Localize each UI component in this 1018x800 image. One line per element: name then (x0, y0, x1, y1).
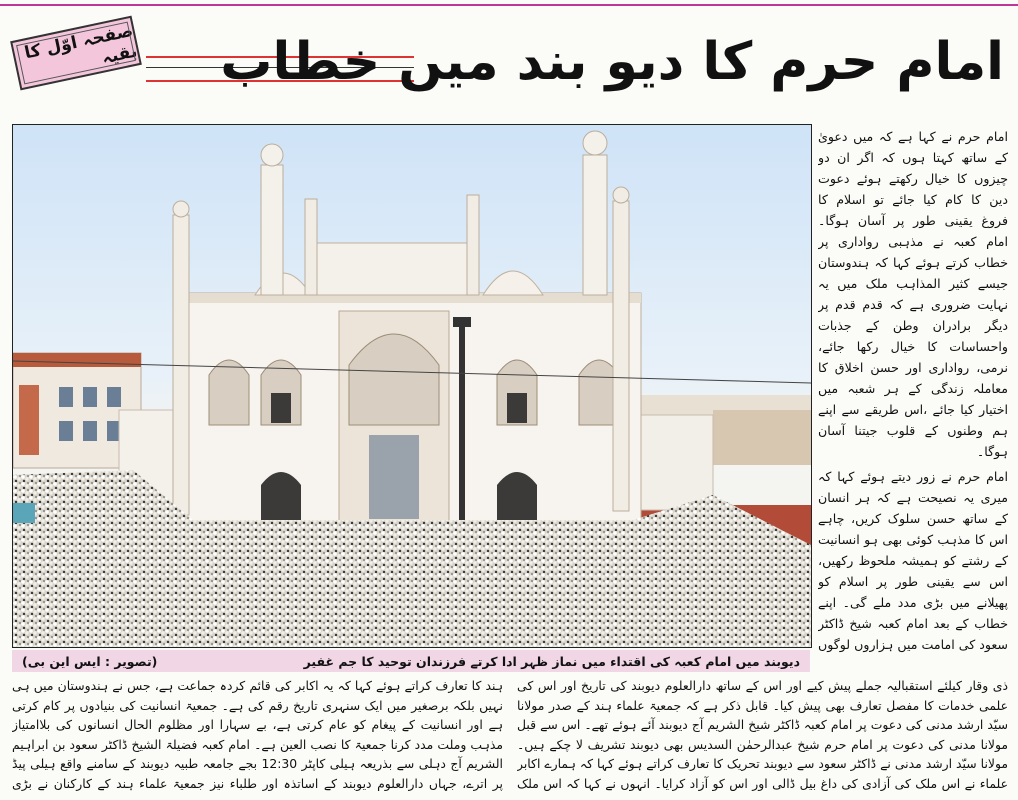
bottom-column-right: ذی وقار کیلئے استقبالیہ جملے پیش کیے اور اس کے ساتھ دارالعلوم دیوبند کی تاریخ اور اس کی علمی خدمات کا مفصل تعارف بھی پیش کیا۔ قابل ذکر ہے کہ جمعیۃ علماء ہند کے صدر مولانا سیّد ارشد مدنی کی دعوت پر امام کعبہ ڈاکٹر شیخ الشریم آج دیوبند آئے ہوئے تھے۔ اس سے قبل مولانا مدنی کی دعوت پر امام حرم شیخ عبدالرحمٰن السدیس بھی دیوبند تشریف لا چکے ہیں۔ مولانا سیّد ارشد مدنی نے ڈاکٹر سعود سے دیوبند تحریک کا تعارف کراتے ہوئے کہا کہ ہمارے اکابر علماء نے اس ملک کی آزادی کی داغ بیل ڈالی اور اس کو آزاد کرایا۔ انہوں نے کہا کہ اس ملک (517, 678, 1008, 791)
bottom-column-left: ہند کا تعارف کراتے ہوئے کہا کہ یہ اکابر کی قائم کردہ جماعت ہے، جس نے ہندوستان میں ہی نہیں بلکہ برصغیر میں ایک سنہری تاریخ رقم کی ہے۔ جمعیۃ انسانیت کی بنیادوں پر کام کرتی ہے اور انسانیت کے پیغام کو عام کرتی ہے، بے سہارا اور مظلوم الحال انسانوں کی بلاامتیاز مذہب وملت مدد کرنا جمعیۃ کا نصب العین ہے۔ امام کعبہ فضیلۃ الشیخ ڈاکٹر سعود بن ابراہیم الشریم آج دہلی سے بذریعہ ہیلی کاپٹر 12:30 بجے جامعہ طبیہ دیوبند کے سامنے واقع ہیلی پیڈ پر اترے، جہاں دارالعلوم دیوبند کے اساتذہ اور طلباء نیز جمعیۃ علماء ہند کے کارکنان نے بڑی (12, 678, 503, 791)
side-column (818, 126, 1008, 656)
caption-credit: (تصویر : ایس این بی) (22, 653, 158, 669)
news-photo (12, 124, 812, 648)
mosque-illustration (13, 125, 811, 647)
side-paragraph-2: امام حرم نے زور دیتے ہوئے کہا کہ میری یہ نصیحت ہے کہ ہر انسان کے ساتھ حسن سلوک کریں، چاہے اس کا مذہب کوئی بھی ہو انسانیت کے رشتے کو ہمیشہ ملحوظ رکھیں، اس سے یقینی طور پر اسلام کو پھیلانے میں بڑی مدد ملے گی۔ اپنے خطاب کے بعد امام کعبہ شیخ ڈاکٹر سعود کی امامت میں ہزاروں لوگوں (818, 469, 1008, 652)
stamp-label: صفحہ اوّل کا بقیہ (22, 20, 140, 69)
bottom-columns (12, 676, 1008, 796)
photo-caption (12, 650, 810, 672)
top-border (0, 4, 1018, 6)
side-paragraph-1: امام حرم نے کہا ہے کہ میں دعویٰ کے ساتھ کہتا ہوں کہ اگر ان دو چیزوں کا خیال رکھتے ہوئے دعوت دین کا کام کیا جائے تو اسلام کا فروغ یقینی طور پر آسان ہوگا۔ امام کعبہ نے مذہبی رواداری پر خطاب کرتے ہوئے کہا کہ ہندوستان جیسے کثیر المذاہب ملک میں یہ نہایت ضروری ہے کہ قدم قدم پر دیگر برادران وطن کے جذبات واحساسات کا خیال رکھا جائے، نرمی، رواداری اور حسن اخلاق کا معاملہ زندگی کے ہر شعبہ میں اختیار کیا جائے ،اس طریقے سے اپنے ہم وطنوں کے قلوب جیتنا آسان ہوگا۔ (818, 129, 1008, 459)
continuation-stamp (10, 16, 142, 91)
caption-text: دیوبند میں امام کعبہ کی اقتداء میں نماز ظہر ادا کرتے فرزندان توحید کا جم غفیر (303, 653, 800, 669)
headline: امام حرم کا دیو بند میں خطاب (220, 32, 1004, 92)
